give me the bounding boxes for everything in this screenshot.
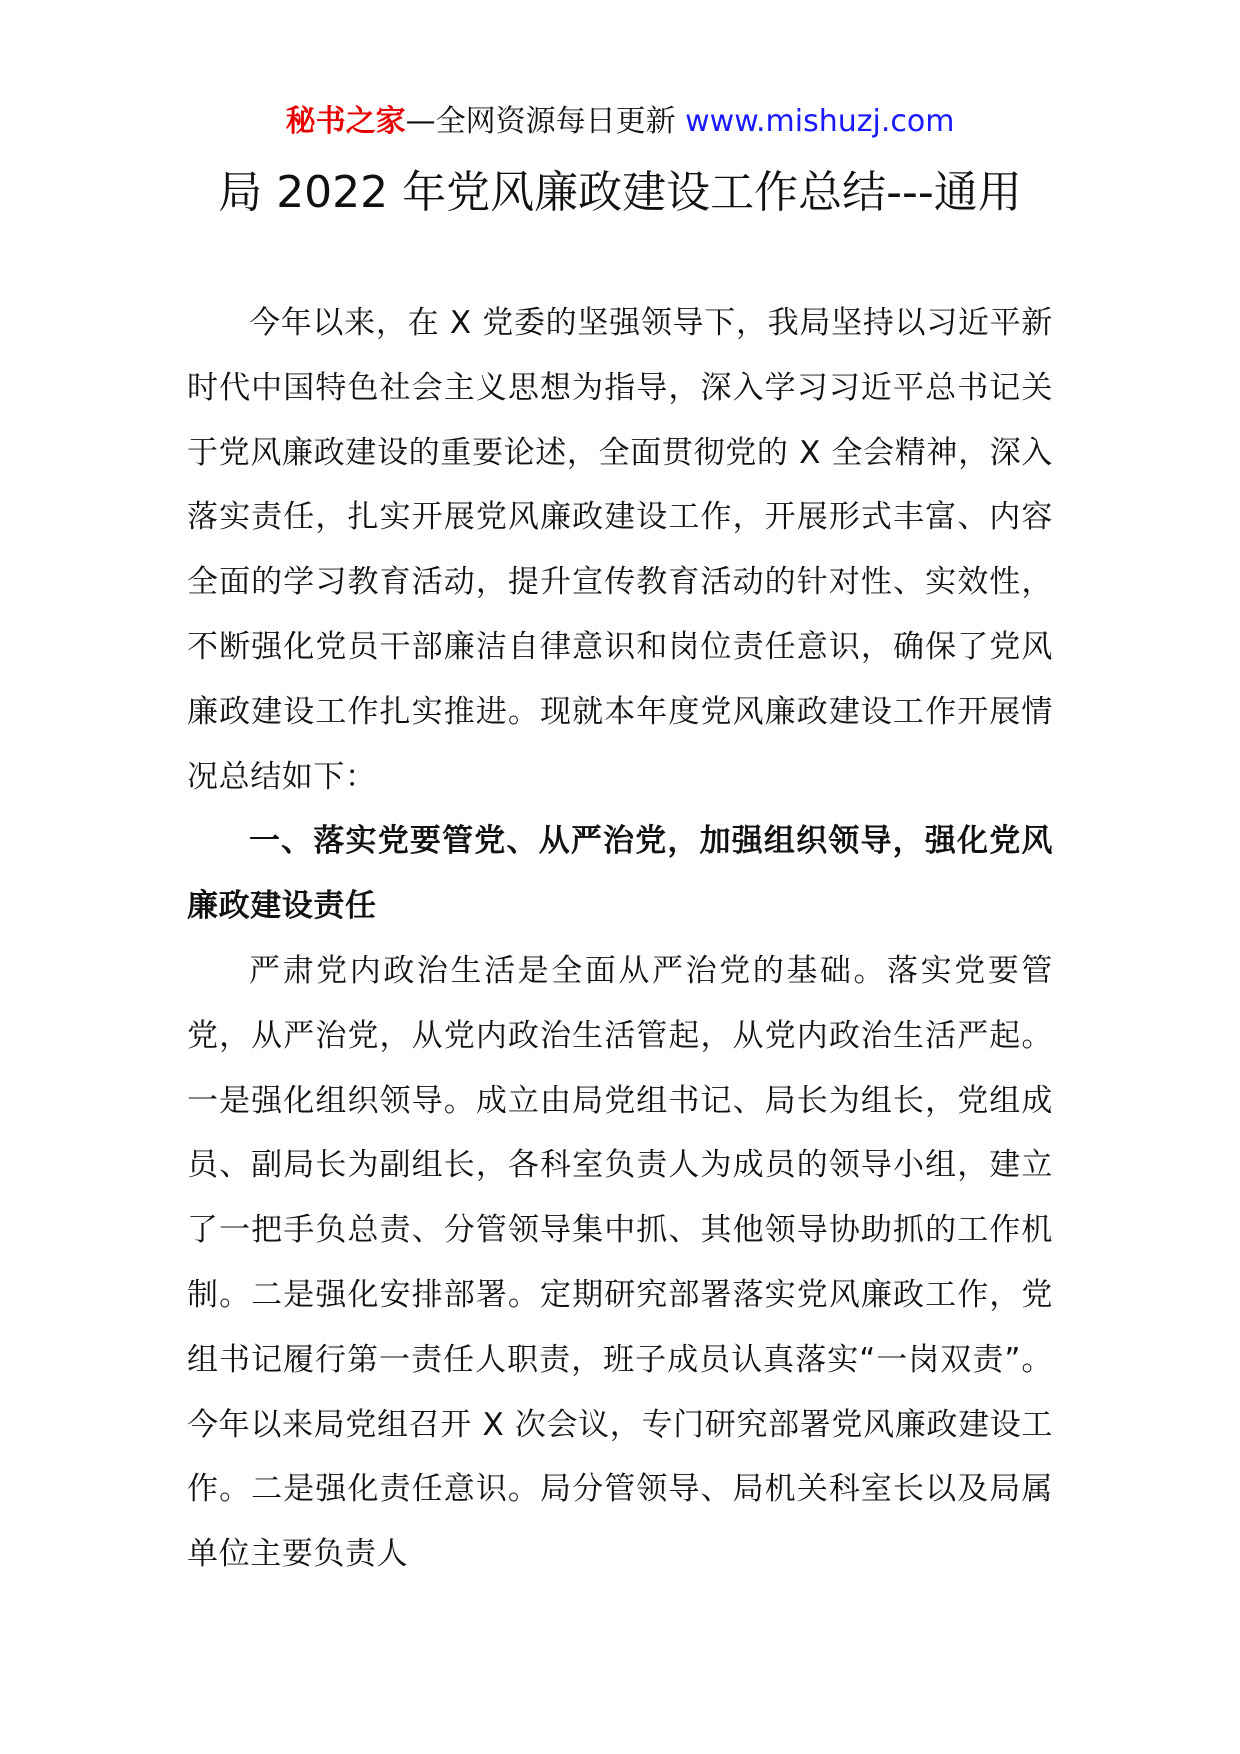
site-banner <box>0 100 1240 144</box>
brand-name: 秘书之家 <box>285 104 406 139</box>
banner-tagline: —全网资源每日更新 <box>405 104 686 139</box>
section-heading-1: 一、落实党要管党、从严治党，加强组织领导，强化党风廉政建设责任 <box>187 823 1053 925</box>
document-body <box>187 291 1053 1587</box>
document-title: 局 2022 年党风廉政建设工作总结---通用 <box>218 167 1022 218</box>
intro-paragraph: 今年以来，在 X 党委的坚强领导下，我局坚持以习近平新时代中国特色社会主义思想为指导，深入学习习近平总书记关于党风廉政建设的重要论述，全面贯彻党的 X 全会精神，深入落实责任，扎实开展党风廉政建设工作，开展形式丰富、内容全面的学习教育活动，提升宣传教育活动的针对性、实效性，不断强化党员干部廉洁自律意识和岗位责任意识，确保了党风廉政建设工作扎实推进。现就本年度党风廉政建设工作开展情况总结如下： <box>187 305 1053 795</box>
section-1-paragraph: 严肃党内政治生活是全面从严治党的基础。落实党要管党，从严治党，从党内政治生活管起，从党内政治生活严起。一是强化组织领导。成立由局党组书记、局长为组长，党组成员、副局长为副组长，各科室负责人为成员的领导小组，建立了一把手负总责、分管领导集中抓、其他领导协助抓的工作机制。二是强化安排部署。定期研究部署落实党风廉政工作，党组书记履行第一责任人职责，班子成员认真落实“一岗双责”。今年以来局党组召开 X 次会议，专门研究部署党风廉政建设工作。二是强化责任意识。局分管领导、局机关科室长以及局属单位主要负责人 <box>187 952 1053 1573</box>
site-url-link[interactable]: www.mishuzj.com <box>685 104 955 139</box>
